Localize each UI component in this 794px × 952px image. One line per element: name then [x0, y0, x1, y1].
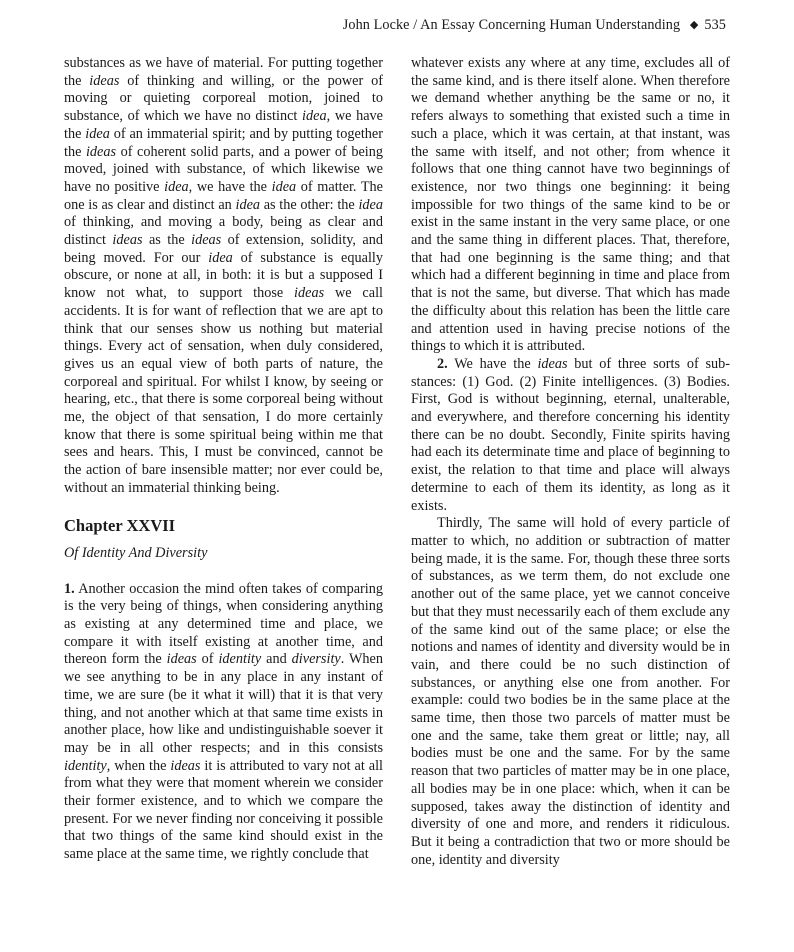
chapter-subtitle: Of Identity And Diversity — [64, 544, 208, 561]
italic-term: idea — [235, 196, 261, 213]
italic-term: identity — [218, 651, 262, 668]
italic-term: ideas — [537, 355, 568, 372]
italic-term: idea — [164, 178, 189, 195]
italic-term: ideas — [166, 651, 197, 668]
italic-term: idea — [208, 249, 233, 266]
paragraph: substances as we have of material. For putting together the ideas of thinking and willing, or the power of moving or quieting corporeal motion, joined to substance, of which we have no distinct idea, we have the idea of an immaterial spirit; and by putting together the ideas of coherent solid parts, and a power of being moved, joined with substance, of which likewise we have no positive idea, we have the idea of matter. The one is as clear and distinct an idea as the other: the idea of thinking, and moving a body, being as clear and distinct ideas as the ideas of extension, solidity, and being moved. For our idea of substance is equally obscure, or none at all, in both: it is but a supposed I know not what, to support those ideas we call accidents. It is for want of reflection that we are apt to think that our senses show us nothing but material things. Every act of sensation, when duly considered, gives us an equal view of both parts of nature, the corporeal and spiritual. For whilst I know, by seeing or hearing, etc., that there is some corporeal being without me, the object of that sensation, I do more certainly know that there is some spiritual being within me that sees and hears. This, I must be convinced, cannot be the action of bare insensible matter; nor ever could be, without an immaterial thinking being. — [64, 55, 384, 496]
italic-term: idea — [271, 178, 297, 195]
page-number: 535 — [704, 17, 726, 33]
paragraph: 1. Another occasion the mind often takes of comparing is the very being of things, when considering anything as existing at any determined time and place, we compare it with itself existing at another time, and thereon form the ideas of identity and diversity. When we see anything to be in any place in any instant of time, we are sure (be it what it will) that it is that very thing, and not another which at that same time exists in another place, how like and undistinguishable soever it may be in all other respects; and in this consists identity, when the ideas it is attributed to vary not at all from what they were that moment wherein we consider their former existence, and to which we compare the present. For we never finding nor conceiving it possible that two things of the same kind should exist in the same place at the same time, we rightly conclude that — [64, 580, 383, 863]
header-separator: / — [413, 17, 418, 33]
italic-term: idea — [358, 196, 383, 213]
header-book-title: An Essay Concerning Human Understanding — [420, 17, 681, 33]
diamond-ornament-icon: ◆ — [689, 19, 699, 31]
italic-term: ideas — [170, 757, 201, 774]
left-column — [64, 55, 383, 864]
running-header — [343, 17, 726, 34]
italic-term: ideas — [89, 72, 120, 89]
italic-term: ideas — [85, 143, 117, 160]
italic-term: ideas — [191, 232, 222, 249]
paragraph: Thirdly, The same will hold of every particle of matter to which, no addition or subtraction of matter being made, it is the same. For, though these three sorts of substances, as we term them, do not exclude one another out of the same place, yet we cannot conceive but that they must necessarily each of them exclude any of the same kind out of the same place; or else the notions and names of identity and diversity would be in vain, and there could be no such distinction of substances, or anything else one from another. For example: could two bodies be in the same place at the same time, then those two parcels of matter must be one and the same, take them great or little; nay, all bodies must be one and the same. For by the same reason that two particles of matter may be in one place, all bodies may be in one place: which, when it can be supposed, takes away the distinction of identity and diversity of one and more, and renders it ridiculous. But it being a contradiction that two or more should be one, identity and diversity — [411, 515, 730, 868]
right-column — [411, 55, 730, 869]
section-number: 2. — [437, 355, 448, 372]
chapter-heading: Chapter XXVII — [64, 515, 176, 535]
italic-term: ideas — [112, 232, 143, 249]
paragraph: whatever exists any where at any time, excludes all of the same kind, and is there itself alone. When therefore we demand whether anything be the same or no, it refers always to something that existed such a time in such a place, which it was certain, at that instant, was the same with itself, and not other; from whence it follows that one thing cannot have two beginnings of existence, nor two things one beginning: it being impossible for two things of the same kind to be or exist in the same instant in the very same place, or one and the same thing in different places. That, therefore, that had one beginning is the same thing; and that which had a different beginning in time and place from that is not the same, but diverse. That which has made the difficulty about this relation has been the little care and attention used in having precise notions of the things to which it is attributed. — [411, 55, 730, 355]
header-author: John Locke — [342, 17, 410, 33]
italic-term: identity — [64, 757, 107, 774]
italic-term: idea — [302, 108, 327, 125]
italic-term: diversity — [291, 651, 341, 668]
italic-term: idea — [85, 125, 110, 142]
italic-term: ideas — [294, 285, 325, 302]
paragraph: 2. We have the ideas but of three sorts of substances: (1) God. (2) Finite intelligences. (3) Bodies. First, God is without beginning, eternal, unalterable, and everywhere, and therefore concerning his identity there can be no doubt. Secondly, Finite spirits having had each its determinate time and place of beginning to exist, the relation to that time and place will always determine to each of them its identity, as long as it exists. — [411, 355, 731, 514]
section-number: 1. — [64, 580, 75, 597]
